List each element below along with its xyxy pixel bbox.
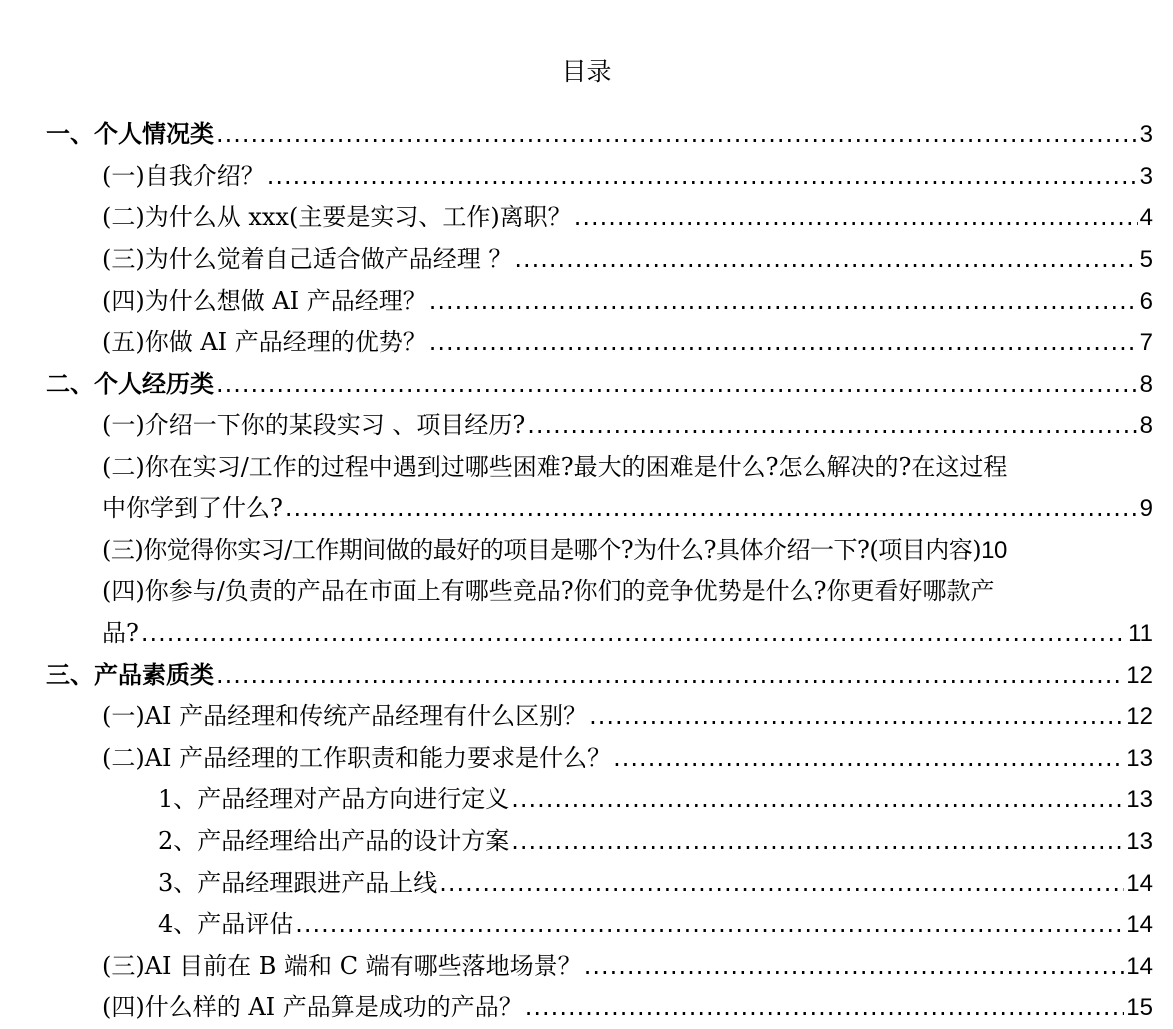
toc-page-number: 13 — [1126, 745, 1153, 772]
toc-entry-text: 中你学到了什么? — [102, 494, 283, 522]
toc-leader-dots — [141, 617, 1126, 649]
toc-page-number: 14 — [1126, 870, 1153, 897]
toc-leader-dots — [584, 950, 1125, 982]
toc-entry-2-2-first-line[interactable]: (二)你在实习/工作的过程中遇到过哪些困难?最大的困难是什么?怎么解决的?在这过程 — [102, 453, 1008, 481]
toc-leader-dots — [527, 409, 1137, 441]
toc-entry-3-2-1[interactable] — [158, 783, 1153, 815]
toc-title: 目录 — [561, 57, 612, 86]
toc-entry-section-2[interactable] — [46, 368, 1153, 400]
toc-leader-dots — [511, 825, 1124, 857]
toc-entry-3-2[interactable] — [102, 742, 1153, 774]
toc-entry-text: (一)介绍一下你的某段实习 、项目经历? — [102, 411, 526, 439]
toc-page-number: 13 — [1126, 786, 1153, 813]
toc-leader-dots — [439, 867, 1124, 899]
toc-entry-2-2[interactable] — [102, 492, 1153, 524]
toc-entry-section-1[interactable] — [46, 118, 1153, 150]
toc-entry-text: 3、产品经理跟进产品上线 — [158, 869, 438, 897]
toc-leader-dots — [285, 492, 1138, 524]
toc-entry-text: (五)你做 AI 产品经理的优势？ — [102, 328, 427, 356]
toc-entry-2-4[interactable] — [102, 617, 1153, 649]
toc-leader-dots — [613, 742, 1124, 774]
toc-leader-dots — [267, 160, 1138, 192]
toc-entry-text: 4、产品评估 — [158, 910, 294, 938]
toc-page-number: 4 — [1139, 204, 1153, 231]
toc-page-number: 3 — [1139, 163, 1153, 190]
toc-page-number: 8 — [1139, 371, 1153, 398]
toc-page-number: 15 — [1126, 994, 1153, 1021]
toc-page-number: 8 — [1139, 412, 1153, 439]
toc-entry-text: (一)自我介绍？ — [102, 162, 265, 190]
toc-leader-dots — [216, 368, 1138, 400]
toc-entry-text: (二)AI 产品经理的工作职责和能力要求是什么？ — [102, 744, 612, 772]
toc-leader-dots — [514, 243, 1137, 275]
toc-entry-text: (四)为什么想做 AI 产品经理？ — [102, 287, 427, 315]
toc-entry-section-3[interactable] — [46, 659, 1153, 691]
toc-leader-dots — [589, 700, 1124, 732]
toc-leader-dots — [525, 991, 1125, 1023]
toc-entry-text: (四)什么样的 AI 产品算是成功的产品？ — [102, 993, 523, 1021]
toc-entry-3-4[interactable] — [102, 991, 1153, 1023]
toc-page-number: 12 — [1126, 703, 1153, 730]
toc-entry-3-3[interactable] — [102, 950, 1153, 982]
toc-entry-text: (三)为什么觉着自己适合做产品经理 ？ — [102, 245, 513, 273]
toc-entry-3-2-2[interactable] — [158, 825, 1153, 857]
toc-page-number: 10 — [981, 537, 1007, 564]
toc-page-number: 6 — [1139, 288, 1153, 315]
toc-entry-text: 2、产品经理给出产品的设计方案 — [158, 827, 510, 855]
toc-entry-2-4-first-line[interactable]: (四)你参与/负责的产品在市面上有哪些竞品?你们的竞争优势是什么?你更看好哪款产 — [102, 577, 995, 605]
toc-entry-3-2-3[interactable] — [158, 867, 1153, 899]
toc-page-number: 14 — [1126, 911, 1153, 938]
toc-entry-text: 三、产品素质类 — [46, 661, 214, 689]
toc-page-number: 14 — [1126, 953, 1153, 980]
toc-leader-dots — [574, 201, 1138, 233]
toc-entry-text: 一、个人情况类 — [46, 120, 214, 148]
toc-entry-text: 品? — [102, 619, 139, 647]
toc-entry-1-5[interactable] — [102, 326, 1153, 358]
toc-entry-text: (一)AI 产品经理和传统产品经理有什么区别？ — [102, 702, 588, 730]
toc-entry-2-3[interactable] — [102, 534, 1153, 566]
toc-entry-2-1[interactable] — [102, 409, 1153, 441]
toc-entry-3-1[interactable] — [102, 700, 1153, 732]
toc-entry-text: 1、产品经理对产品方向进行定义 — [158, 785, 510, 813]
toc-entry-text: 二、个人经历类 — [46, 370, 214, 398]
toc-leader-dots — [429, 326, 1138, 358]
toc-page-number: 13 — [1126, 828, 1153, 855]
toc-entry-text: (二)为什么从 xxx(主要是实习、工作)离职？ — [102, 203, 572, 231]
toc-leader-dots — [216, 118, 1138, 150]
toc-leader-dots — [429, 285, 1138, 317]
toc-page-number: 11 — [1128, 620, 1153, 647]
toc-page-number: 12 — [1126, 662, 1153, 689]
toc-leader-dots — [295, 908, 1124, 940]
toc-entry-1-2[interactable] — [102, 201, 1153, 233]
toc-page-number: 9 — [1139, 495, 1153, 522]
toc-leader-dots — [216, 659, 1124, 691]
toc-entry-1-4[interactable] — [102, 285, 1153, 317]
toc-page-number: 7 — [1139, 329, 1153, 356]
toc-entry-text: (三)你觉得你实习/工作期间做的最好的项目是哪个?为什么?具体介绍一下?(项目内容) — [102, 536, 982, 564]
toc-entry-1-3[interactable] — [102, 243, 1153, 275]
toc-entry-3-2-4[interactable] — [158, 908, 1153, 940]
toc-page-number: 5 — [1139, 246, 1153, 273]
toc-entry-1-1[interactable] — [102, 160, 1153, 192]
toc-page-number: 3 — [1139, 121, 1153, 148]
toc-entry-text: (三)AI 目前在 B 端和 C 端有哪些落地场景？ — [102, 952, 582, 980]
toc-leader-dots — [511, 783, 1124, 815]
